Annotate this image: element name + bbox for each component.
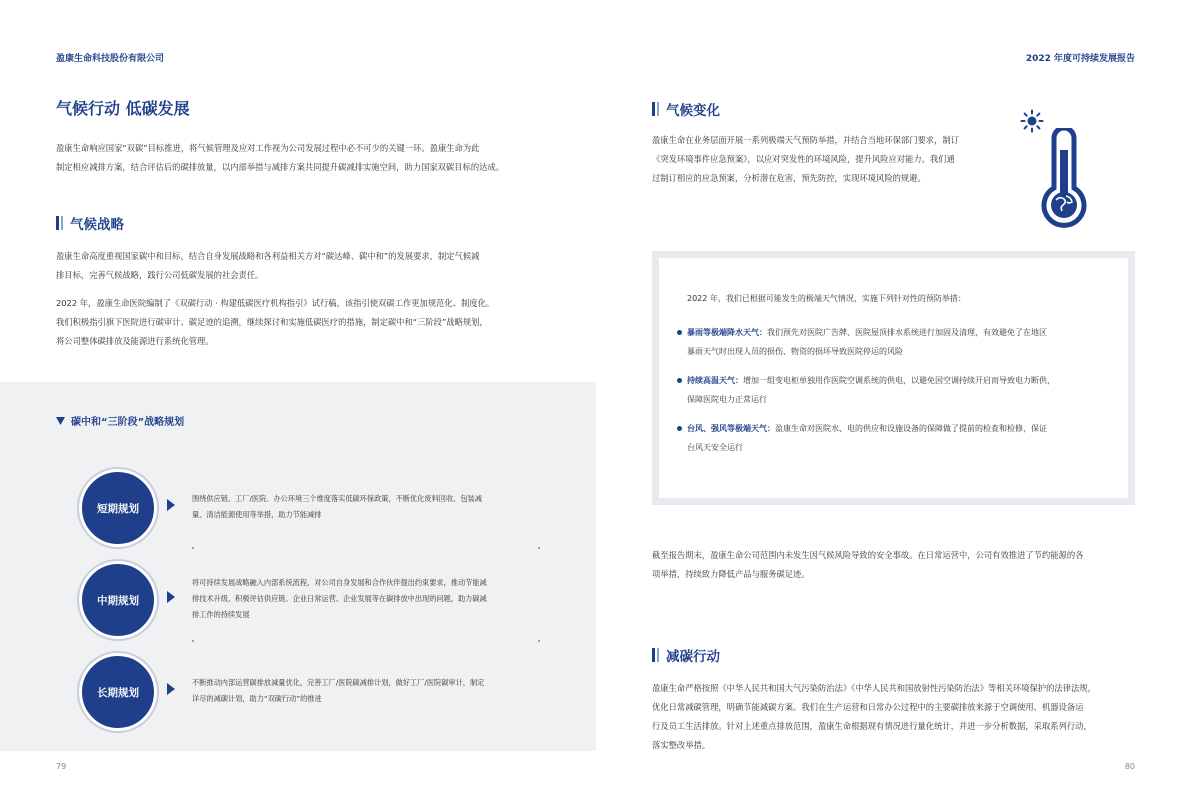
plan-line: 围绕供应链、工厂/医院、办公环境三个维度落实低碳环保政策，不断优化废料回收、包装减 [192, 494, 482, 503]
measure-line: 保障医院电力正常运行 [687, 395, 767, 404]
plan-line: 量、清洁能源使用等举措，助力节能减排 [192, 510, 322, 519]
mid-term-plan-badge: 中期规划 [79, 561, 157, 639]
reduction-paragraph [652, 679, 1142, 755]
paragraph-line: 盈康生命在业务层面开展一系列极端天气预防举措，并结合当地环保部门要求，制订 [652, 135, 959, 145]
short-term-plan-badge: 短期规划 [79, 469, 157, 547]
reduction-title: 减碳行动 [666, 649, 720, 665]
measure-line: 暴雨天气时出现人员的损伤、物资的损坏导致医院停运的风险 [687, 347, 903, 356]
paragraph-line: 过制订相应的应急预案，分析潜在危害，预先防控，实现环境风险的规避。 [652, 173, 926, 183]
paragraph-line: 排目标，完善气候战略，践行公司低碳发展的社会责任。 [56, 270, 264, 280]
divider-dot [192, 640, 194, 642]
paragraph-line: 将公司整体碳排放及能源进行系统化管理。 [56, 336, 214, 346]
arrow-right-icon [167, 591, 175, 603]
triangle-down-icon [56, 417, 65, 425]
paragraph-line: 《突发环境事件应急预案》，以应对突发性的环境风险，提升风险应对能力。我们通 [652, 154, 955, 164]
long-term-plan-badge: 长期规划 [79, 653, 157, 731]
page-title: 气候行动 低碳发展 [56, 99, 190, 118]
climate-heading [652, 99, 720, 119]
page-number-left: 79 [56, 762, 67, 771]
strategy-paragraph-2 [56, 294, 556, 351]
page-number-right: 80 [1124, 762, 1135, 771]
measure-line: 我们预先对医院广告牌、医院屋顶排水系统进行加固及清理，有效避免了在地区 [767, 328, 1047, 337]
strategy-title: 气候战略 [70, 217, 124, 233]
strategy-paragraph-1 [56, 247, 556, 285]
long-term-plan-text [192, 675, 537, 707]
climate-paragraph [652, 131, 1022, 188]
intro-line: 盈康生命响应国家“双碳”目标推进，将气候管理及应对工作视为公司发展过程中必不可少的关键一环。盈康生命为此 [56, 143, 480, 153]
short-term-plan-text [192, 491, 537, 523]
heading-bar-light [657, 648, 659, 662]
paragraph-line: 盈康生命严格按照《中华人民共和国大气污染防治法》《中华人民共和国放射性污染防治法》等相关环境保护的法律法规， [652, 683, 1096, 693]
heading-bar [652, 648, 655, 662]
summary-paragraph [652, 546, 1142, 584]
plan-line: 将可持续发展战略融入内部系统流程，对公司自身发展和合作伙伴提出约束要求，推动节能减 [192, 578, 487, 587]
measure-term: 暴雨等极端降水天气： [687, 328, 767, 337]
measure-item [687, 371, 1111, 409]
plan-line: 详尽的减碳计划，助力“双碳行动”的推进 [192, 694, 322, 703]
measure-line: 盈康生命对医院水、电的供应和设施设备的保障做了提前的检查和检修，保证 [775, 424, 1047, 433]
paragraph-line: 截至报告期末，盈康生命公司范围内未发生因气候风险导致的安全事故。在日常运营中，公司有效推进了节约能源的各 [652, 550, 1084, 560]
bullet-dot [677, 426, 682, 431]
plan-heading [56, 413, 184, 428]
bullet-dot [677, 330, 682, 335]
paragraph-line: 盈康生命高度重视国家碳中和目标，结合自身发展战略和各利益相关方对“碳达峰、碳中和”的发展要求，制定气候减 [56, 251, 480, 261]
intro-line: 制定相应减排方案，结合评估后的碳排放量，以内部举措与减排方案共同提升碳减排实施空间，助力国家双碳目标的达成。 [56, 162, 505, 172]
measure-term: 持续高温天气： [687, 376, 743, 385]
heading-bar-light [61, 216, 63, 230]
measures-intro: 2022 年，我们已根据可能发生的极端天气情况，实施下列针对性的预防举措： [687, 294, 966, 303]
plan-title: 碳中和“三阶段”战略规划 [71, 417, 185, 428]
heading-bar-light [657, 102, 659, 116]
measure-item [687, 323, 1111, 361]
paragraph-line: 项举措，持续致力降低产品与服务碳足迹。 [652, 569, 810, 579]
divider-dot [538, 547, 540, 549]
arrow-right-icon [167, 499, 175, 511]
paragraph-line: 2022 年，盈康生命医院编制了《双碳行动 · 构建低碳医疗机构指引》试行稿，该指引使双碳工作更加规范化、制度化。 [56, 298, 495, 308]
plan-line: 排工作的持续发展 [192, 610, 250, 619]
measure-term: 台风、强风等极端天气： [687, 424, 775, 433]
bullet-dot [677, 378, 682, 383]
divider-dot [192, 547, 194, 549]
measure-item [687, 419, 1111, 457]
heading-bar [56, 216, 59, 230]
plan-line: 排技术升级，积极评估供应链、企业日常运营、企业发展等在碳排放中出现的问题，助力碳减 [192, 594, 487, 603]
divider-dot [538, 640, 540, 642]
measure-line: 增加一组变电柜单独用作医院空调系统的供电，以避免因空调持续开启而导致电力断供， [743, 376, 1055, 385]
measure-line: 台风天安全运行 [687, 443, 743, 452]
reduction-heading [652, 645, 720, 665]
heading-bar [652, 102, 655, 116]
mid-term-plan-text [192, 575, 537, 623]
plan-line: 不断推动内部运营碳排放减量优化，完善工厂/医院碳减排计划，做好工厂/医院碳审计，制定 [192, 678, 485, 687]
climate-title: 气候变化 [666, 103, 720, 119]
strategy-heading [56, 213, 124, 233]
paragraph-line: 落实整改举措。 [652, 740, 711, 750]
thermometer-globe-icon [1038, 128, 1090, 228]
intro-paragraph [56, 139, 556, 177]
report-title: 2022 年度可持续发展报告 [1025, 54, 1135, 64]
paragraph-line: 优化日常减碳管理，明确节能减碳方案。我们在生产运营和日常办公过程中的主要碳排放来源于空调使用、机器设备运 [652, 702, 1084, 712]
paragraph-line: 我们积极指引旗下医院进行碳审计、碳足迹的追溯，继续探讨和实施低碳医疗的措施，制定碳中和“三阶段”战略规划， [56, 317, 488, 327]
paragraph-line: 行及员工生活排放。针对上述重点排放范围，盈康生命根据现有情况进行量化统计，并进一步分析数据，采取系列行动， [652, 721, 1092, 731]
company-name: 盈康生命科技股份有限公司 [56, 54, 165, 64]
arrow-right-icon [167, 683, 175, 695]
